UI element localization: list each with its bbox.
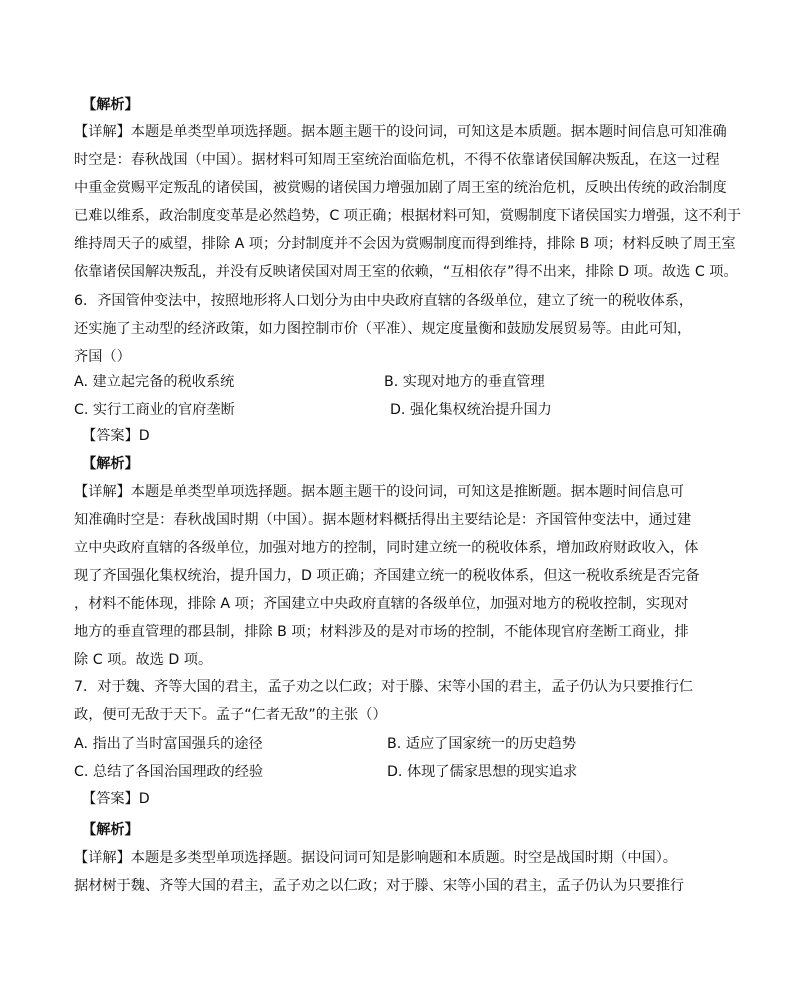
- q6-detail-line-3: 立中央政府直辖的各级单位，加强对地方的控制，同时建立统一的税收体系，增加政府财政收入，体: [74, 540, 699, 556]
- q7-option-c: C. 总结了各国治国理政的经验: [74, 764, 264, 780]
- q6-detail-line-1: 【详解】本题是单类型单项选择题。据本题主题干的设问词，可知这是推断题。据本题时间信息可: [74, 484, 685, 500]
- q6-option-a: A. 建立起完备的税收系统: [74, 374, 235, 390]
- q6-detail-line-6: 地方的垂直管理的郡县制，排除 B 项；材料涉及的是对市场的控制，不能体现官府垄断工商业，排: [74, 624, 689, 640]
- q7-option-a: A. 指出了当时富国强兵的途径: [74, 736, 263, 752]
- q6-detail-line-2: 知准确时空是：春秋战国时期（中国）。据本题材料概括得出主要结论是：齐国管仲变法中，通过建: [74, 512, 692, 528]
- q5-detail-line-1: 【详解】本题是单类型单项选择题。据本题主题干的设问词，可知这是本质题。据本题时间信息可知准确: [74, 124, 727, 140]
- q7-option-d: D. 体现了儒家思想的现实追求: [387, 764, 578, 780]
- q5-detail-line-5: 维持周天子的威望，排除 A 项；分封制度并不会因为赏赐制度而得到维持，排除 B 项；材料反映了周王室: [74, 236, 736, 252]
- q6-option-b: B. 实现对地方的垂直管理: [384, 374, 545, 390]
- q6-detail-line-7: 除 C 项。故选 D 项。: [74, 652, 213, 668]
- q7-stem-line-2: 政，便可无敌于天下。孟子“仁者无敌”的主张（）: [74, 707, 387, 723]
- q5-detail-line-6: 依靠诸侯国解决叛乱，并没有反映诸侯国对周王室的依赖，“互相依存”得不出来，排除 D 项。故选 C 项。: [74, 264, 738, 280]
- q5-analysis-label: 【解析】: [82, 97, 139, 113]
- q6-option-d: D. 强化集权统治提升国力: [390, 402, 552, 418]
- q5-detail-line-2: 时空是：春秋战国（中国）。据材料可知周王室统治面临危机，不得不依靠诸侯国解决叛乱，在这一过程: [74, 152, 720, 168]
- q7-analysis-label: 【解析】: [82, 822, 139, 838]
- q7-detail-line-1: 【详解】本题是多类型单项选择题。据设问词可知是影响题和本质题。时空是战国时期（中国）。: [74, 850, 677, 866]
- q7-option-b: B. 适应了国家统一的历史趋势: [387, 736, 577, 752]
- q6-analysis-label: 【解析】: [82, 456, 139, 472]
- q7-answer: 【答案】D: [82, 791, 150, 807]
- q6-detail-line-5: ，材料不能体现，排除 A 项；齐国建立中央政府直辖的各级单位，加强对地方的税收控制，实现对: [74, 596, 689, 612]
- q6-stem-line-3: 齐国（）: [74, 349, 131, 365]
- q5-detail-line-4: 已难以维系，政治制度变革是必然趋势，C 项正确；根据材料可知，赏赐制度下诸侯国实力增强，这不利于: [74, 208, 742, 224]
- q7-detail-line-2: 据材树于魏、齐等大国的君主，孟子劝之以仁政；对于滕、宋等小国的君主，孟子仍认为只要推行: [74, 878, 685, 894]
- q6-detail-line-4: 现了齐国强化集权统治，提升国力，D 项正确；齐国建立统一的税收体系，但这一税收系统是否完备: [74, 568, 700, 584]
- q6-stem-line-2: 还实施了主动型的经济政策，如力图控制市价（平准）、规定度量衡和鼓励发展贸易等。由此可知，: [74, 321, 692, 337]
- q6-option-c: C. 实行工商业的官府垄断: [74, 402, 235, 418]
- q6-stem-line-1: 6．齐国管仲变法中，按照地形将人口划分为由中央政府直辖的各级单位，建立了统一的税收体系，: [74, 293, 694, 309]
- q7-stem-line-1: 7．对于魏、齐等大国的君主，孟子劝之以仁政；对于滕、宋等小国的君主，孟子仍认为只要推行仁: [74, 679, 694, 695]
- q5-detail-line-3: 中重金赏赐平定叛乱的诸侯国，被赏赐的诸侯国力增强加剧了周王室的统治危机，反映出传统的政治制度: [74, 180, 727, 196]
- q6-answer: 【答案】D: [82, 428, 150, 444]
